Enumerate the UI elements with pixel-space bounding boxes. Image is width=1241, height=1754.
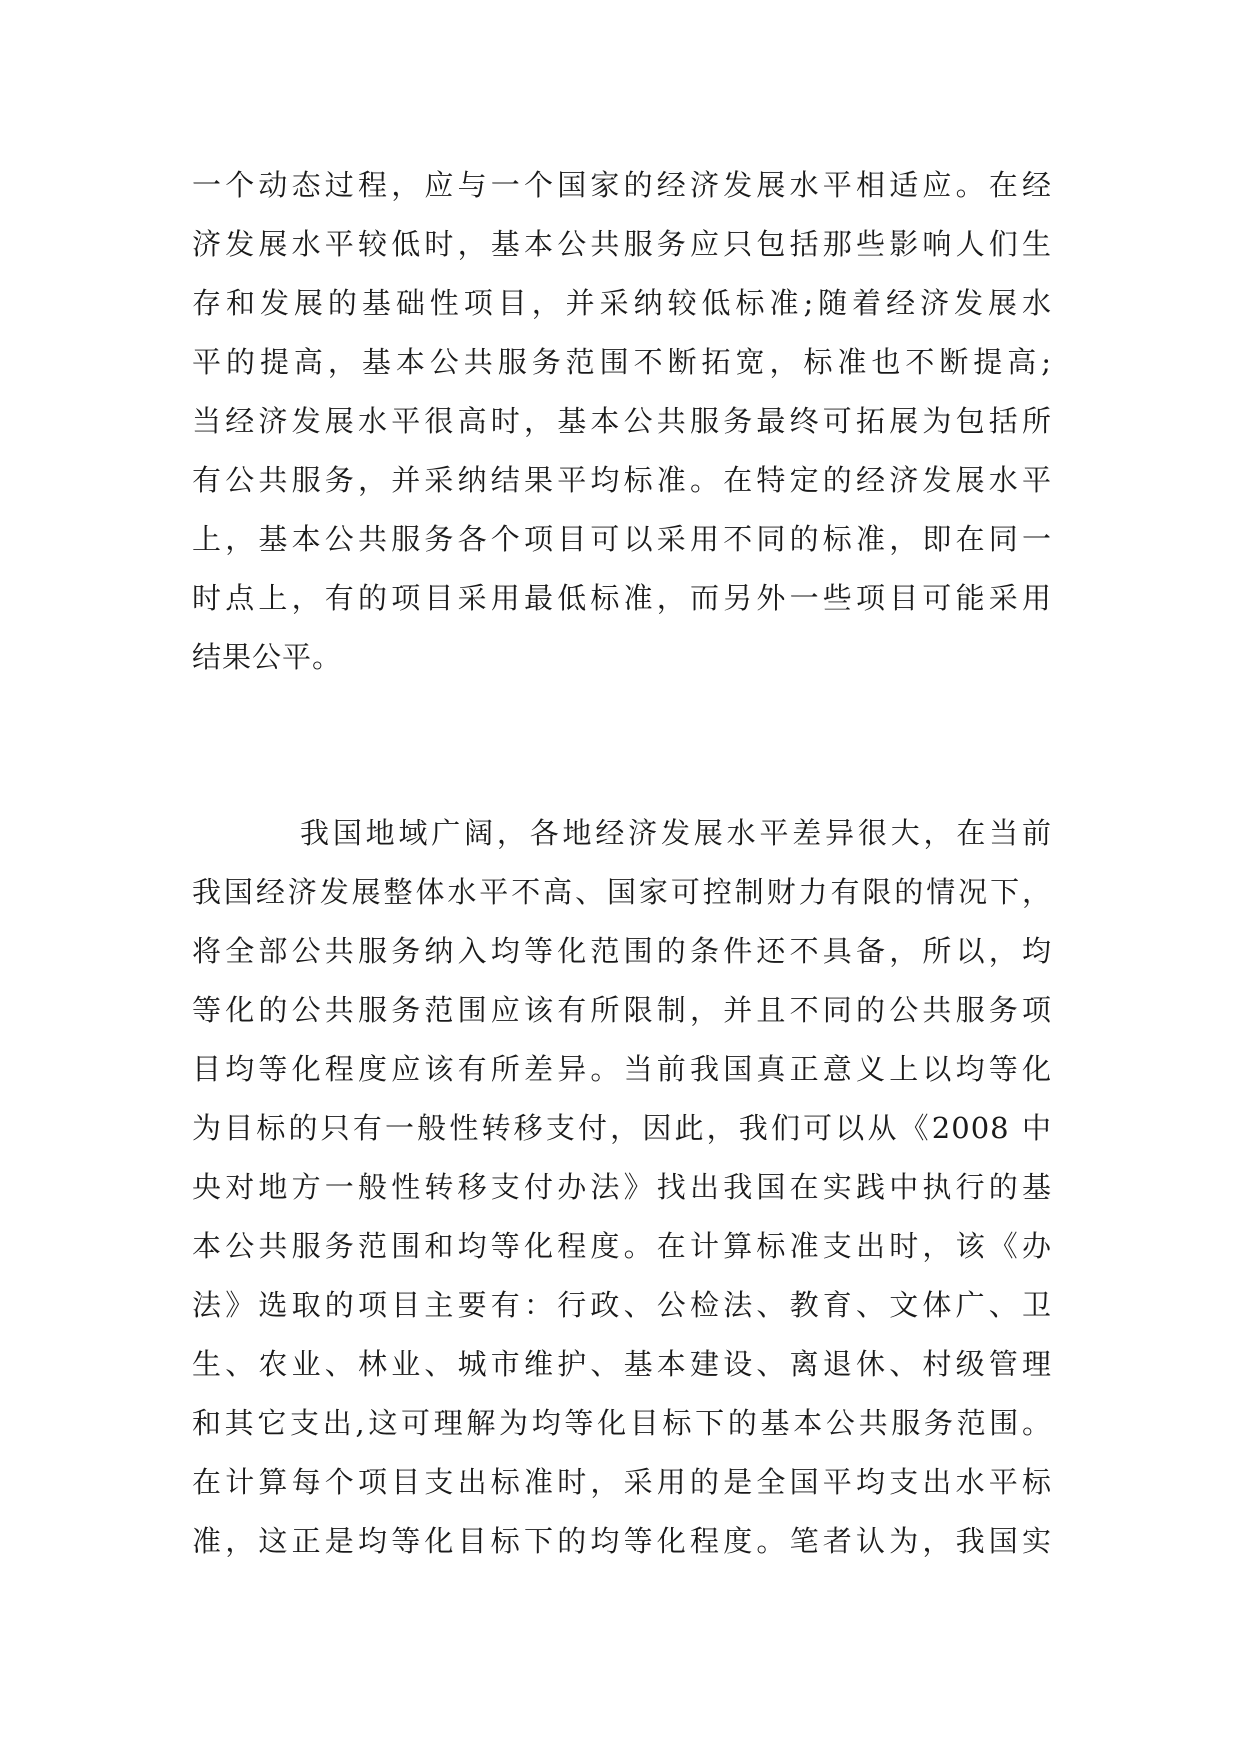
- text-line: 我国地域广阔，各地经济发展水平差异很大，在当前: [300, 816, 1052, 850]
- text-line: 将全部公共服务纳入均等化范围的条件还不具备，所以，均: [192, 934, 1052, 968]
- text-line: 在计算每个项目支出标准时，采用的是全国平均支出水平标: [192, 1465, 1052, 1499]
- text-line: 央对地方一般性转移支付办法》找出我国在实践中执行的基: [192, 1170, 1052, 1204]
- paragraph-1: [192, 156, 1052, 687]
- text-line: 一个动态过程，应与一个国家的经济发展水平相适应。在经: [192, 168, 1052, 202]
- text-line: 生、农业、林业、城市维护、基本建设、离退休、村级管理: [192, 1347, 1052, 1381]
- paragraph-2: [192, 804, 1052, 1571]
- text-line: 结果公平。: [192, 640, 343, 674]
- text-line: 济发展水平较低时，基本公共服务应只包括那些影响人们生: [192, 227, 1052, 261]
- text-line: 目均等化程度应该有所差异。当前我国真正意义上以均等化: [192, 1052, 1052, 1086]
- text-line: 当经济发展水平很高时，基本公共服务最终可拓展为包括所: [192, 404, 1052, 438]
- text-line: 等化的公共服务范围应该有所限制，并且不同的公共服务项: [192, 993, 1052, 1027]
- text-line: 本公共服务范围和均等化程度。在计算标准支出时，该《办: [192, 1229, 1052, 1263]
- text-line: 有公共服务，并采纳结果平均标准。在特定的经济发展水平: [192, 463, 1052, 497]
- text-line: 上，基本公共服务各个项目可以采用不同的标准，即在同一: [192, 522, 1052, 556]
- text-line: 为目标的只有一般性转移支付，因此，我们可以从《2008 中: [192, 1111, 1052, 1145]
- text-line: 准，这正是均等化目标下的均等化程度。笔者认为，我国实: [192, 1524, 1052, 1558]
- text-line: 我国经济发展整体水平不高、国家可控制财力有限的情况下，: [192, 875, 1052, 909]
- text-line: 法》选取的项目主要有：行政、公检法、教育、文体广、卫: [192, 1288, 1052, 1322]
- text-line: 平的提高，基本公共服务范围不断拓宽，标准也不断提高;: [192, 345, 1052, 379]
- text-line: 时点上，有的项目采用最低标准，而另外一些项目可能采用: [192, 581, 1052, 615]
- text-line: 和其它支出,这可理解为均等化目标下的基本公共服务范围。: [192, 1406, 1052, 1440]
- text-line: 存和发展的基础性项目，并采纳较低标准;随着经济发展水: [192, 286, 1052, 320]
